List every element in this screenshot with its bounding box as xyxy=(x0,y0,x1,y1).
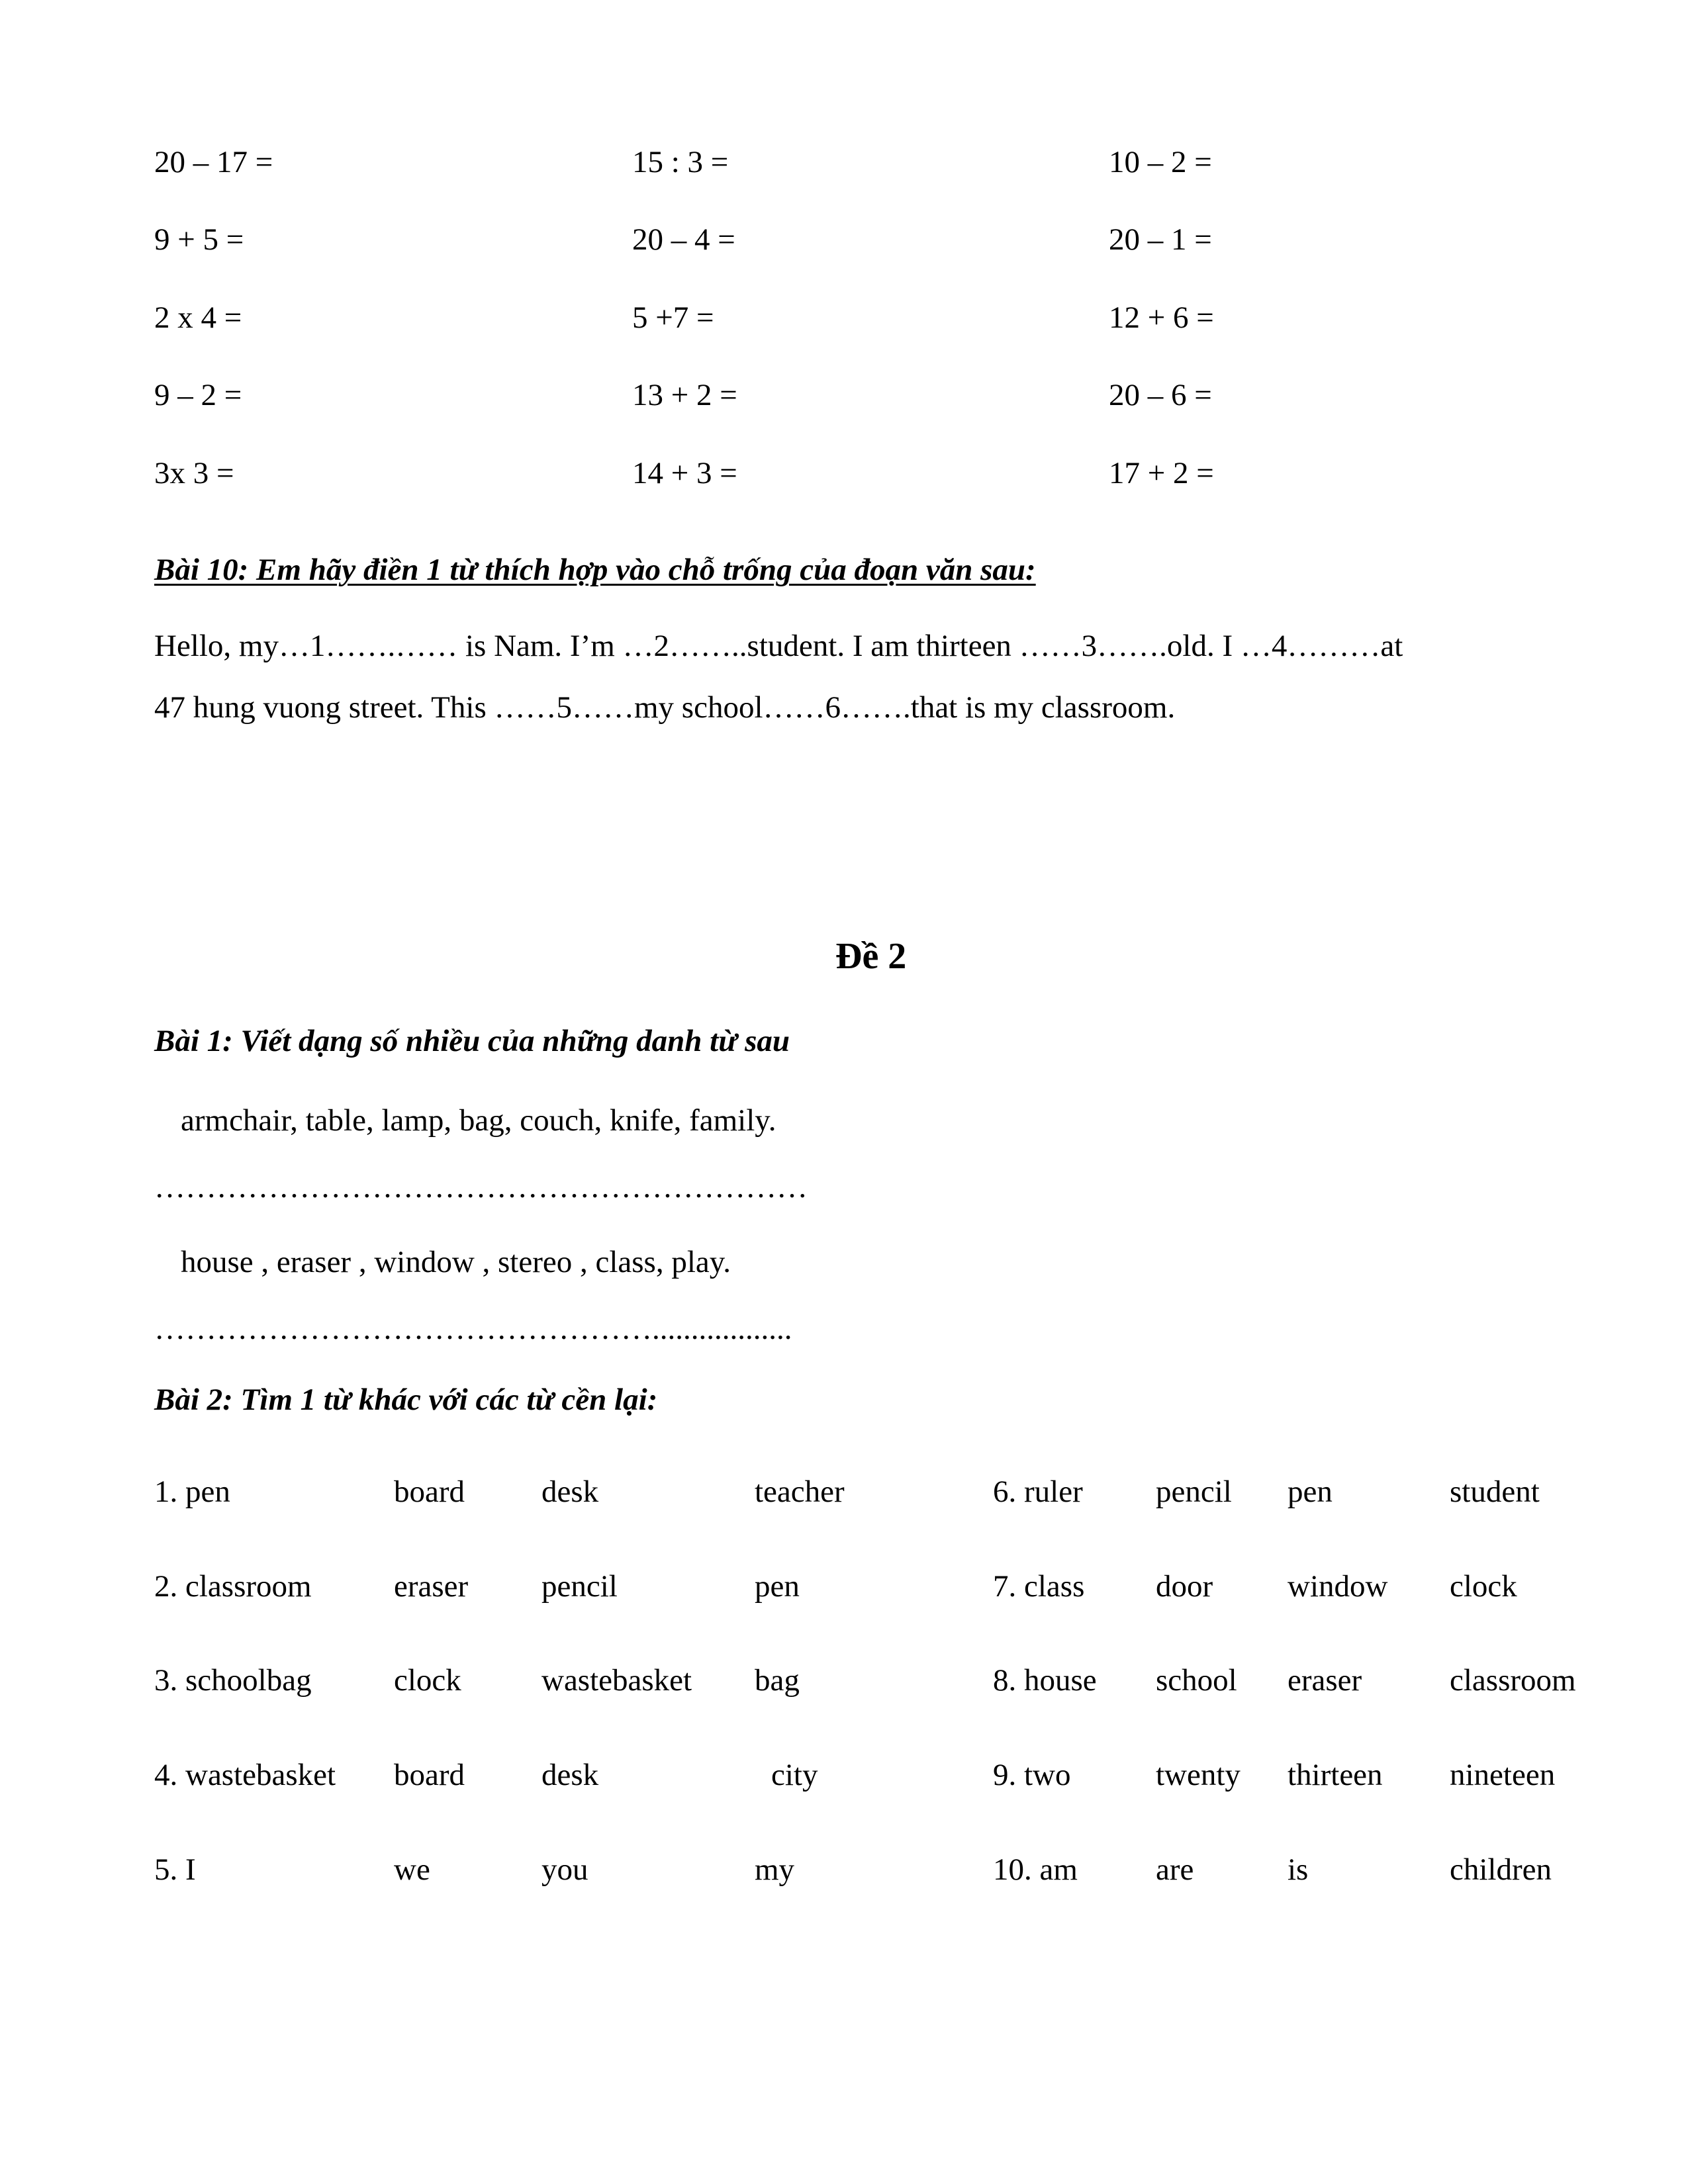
bai2-row3-cell1: 3. schoolbag xyxy=(154,1663,312,1698)
math-col1-item-3: 2 x 4 = xyxy=(154,300,242,335)
bai2-row4-cell2: board xyxy=(394,1758,465,1792)
bai2-row1-cell8: student xyxy=(1450,1475,1540,1509)
bai2-row3-cell6: school xyxy=(1156,1663,1237,1698)
bai2-row2-cell5: 7. class xyxy=(993,1569,1085,1604)
math-col3-item-4: 20 – 6 = xyxy=(1109,378,1212,412)
bai2-row5-cell3: you xyxy=(541,1852,588,1887)
bai1-words-1: armchair, table, lamp, bag, couch, knife, family. xyxy=(181,1103,776,1138)
math-col2-item-4: 13 + 2 = xyxy=(632,378,737,412)
math-col1-item-5: 3x 3 = xyxy=(154,456,234,490)
bai10-paragraph-line-1: Hello, my…1…….…… is Nam. I’m …2……..student. I am thirteen ……3…….old. I …4………at xyxy=(154,629,1403,663)
bai2-row1-cell5: 6. ruler xyxy=(993,1475,1083,1509)
bai2-row4-cell3: desk xyxy=(541,1758,599,1792)
de2-title: Đề 2 xyxy=(835,936,907,977)
bai2-row2-cell8: clock xyxy=(1450,1569,1517,1604)
math-col2-item-2: 20 – 4 = xyxy=(632,222,735,257)
bai2-row2-cell4: pen xyxy=(755,1569,800,1604)
bai2-row5-cell7: is xyxy=(1288,1852,1309,1887)
math-col3-item-2: 20 – 1 = xyxy=(1109,222,1212,257)
bai1-words-2: house , eraser , window , stereo , class, play. xyxy=(181,1245,731,1279)
bai2-row2-cell1: 2. classroom xyxy=(154,1569,312,1604)
math-col2-item-3: 5 +7 = xyxy=(632,300,714,335)
bai1-title: Bài 1: Viết dạng số nhiều của những danh từ sau xyxy=(154,1024,790,1058)
bai2-row4-cell7: thirteen xyxy=(1288,1758,1383,1792)
bai2-row2-cell3: pencil xyxy=(541,1569,618,1604)
bai2-row4-cell5: 9. two xyxy=(993,1758,1071,1792)
math-col2-item-5: 14 + 3 = xyxy=(632,456,737,490)
math-col3-item-3: 12 + 6 = xyxy=(1109,300,1214,335)
math-col1-item-1: 20 – 17 = xyxy=(154,145,273,179)
bai2-row1-cell4: teacher xyxy=(755,1475,845,1509)
bai1-answer-line-2: ………………………………………….................. xyxy=(154,1312,792,1346)
bai2-row3-cell3: wastebasket xyxy=(541,1663,692,1698)
bai10-paragraph-line-2: 47 hung vuong street. This ……5……my school……6…….that is my classroom. xyxy=(154,690,1176,725)
bai2-row3-cell5: 8. house xyxy=(993,1663,1097,1698)
math-col2-item-1: 15 : 3 = xyxy=(632,145,729,179)
bai2-row3-cell2: clock xyxy=(394,1663,461,1698)
bai2-row5-cell1: 5. I xyxy=(154,1852,196,1887)
math-col3-item-1: 10 – 2 = xyxy=(1109,145,1212,179)
bai2-row4-cell1: 4. wastebasket xyxy=(154,1758,336,1792)
bai2-row1-cell2: board xyxy=(394,1475,465,1509)
bai2-row5-cell6: are xyxy=(1156,1852,1194,1887)
bai1-answer-line-1: ……………………………………………………… xyxy=(154,1170,808,1205)
bai2-row5-cell8: children xyxy=(1450,1852,1552,1887)
bai2-row2-cell2: eraser xyxy=(394,1569,469,1604)
bai2-row1-cell3: desk xyxy=(541,1475,599,1509)
bai2-row1-cell6: pencil xyxy=(1156,1475,1232,1509)
bai2-row4-cell4: city xyxy=(771,1758,818,1792)
bai2-row4-cell8: nineteen xyxy=(1450,1758,1556,1792)
bai2-row2-cell6: door xyxy=(1156,1569,1213,1604)
bai2-row1-cell7: pen xyxy=(1288,1475,1333,1509)
bai2-row5-cell5: 10. am xyxy=(993,1852,1078,1887)
math-col1-item-2: 9 + 5 = xyxy=(154,222,244,257)
bai2-row3-cell7: eraser xyxy=(1288,1663,1362,1698)
bai2-row5-cell4: my xyxy=(755,1852,795,1887)
bai10-title: Bài 10: Em hãy điền 1 từ thích hợp vào chỗ trống của đoạn văn sau: xyxy=(154,553,1036,587)
bai2-row2-cell7: window xyxy=(1288,1569,1388,1604)
bai2-row3-cell4: bag xyxy=(755,1663,800,1698)
bai2-row3-cell8: classroom xyxy=(1450,1663,1576,1698)
bai2-row4-cell6: twenty xyxy=(1156,1758,1241,1792)
bai2-row5-cell2: we xyxy=(394,1852,430,1887)
math-col3-item-5: 17 + 2 = xyxy=(1109,456,1214,490)
math-col1-item-4: 9 – 2 = xyxy=(154,378,242,412)
bai2-title: Bài 2: Tìm 1 từ khác với các từ cền lại: xyxy=(154,1383,658,1417)
bai2-row1-cell1: 1. pen xyxy=(154,1475,230,1509)
